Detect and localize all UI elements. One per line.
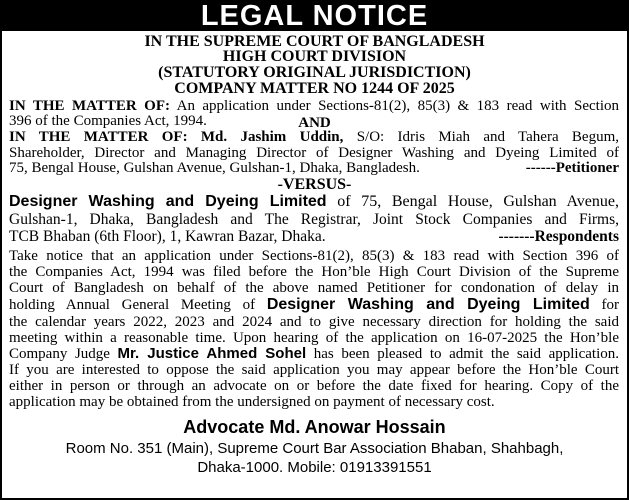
respondent-text-3: TCB Bhaban (6th Floor), 1, Kawran Bazar, Dhaka.: [9, 228, 326, 245]
judge-name: Mr. Justice Ahmed Sohel: [117, 346, 307, 362]
matter-two-text-2: Shareholder, Director and Managing Director of Designer Washing and Dyeing Limited of: [9, 145, 619, 161]
court-jurisdiction: (STATUTORY ORIGINAL JURISDICTION): [158, 64, 471, 81]
notice-line-7-start: Company Judge: [9, 346, 118, 362]
respondent-name: Designer Washing and Dyeing Limited: [9, 193, 327, 210]
matter-two-text-3: 75, Bengal House, Gulshan Avenue, Gulshan-1, Dhaka, Bangladesh.: [9, 160, 420, 176]
matter-two-line-1: [9, 129, 619, 145]
matter-two-text-1: S/O: Idris Miah and Tahera Begum,: [343, 129, 619, 145]
matter-one-text-1: An application under Sections-81(2), 85(3) & 183 read with Section: [169, 98, 619, 114]
notice-line-10: application may be obtained from the undersigned on payment of necessary cost.: [9, 394, 495, 410]
court-division: HIGH COURT DIVISION: [222, 48, 407, 65]
matter-one-line-1: [9, 98, 619, 114]
notice-line-4-start: holding Annual General Meeting of: [9, 297, 267, 313]
respondents-role: -------Respondents: [498, 228, 619, 245]
respondent-text-2: Gulshan-1, Dhaka, Bangladesh and The Registrar, Joint Stock Companies and Firms,: [9, 212, 619, 228]
notice-line-4-end: for: [589, 297, 619, 313]
advocate-name: Advocate Md. Anowar Hossain: [183, 417, 446, 437]
advocate-address-line-1: Room No. 351 (Main), Supreme Court Bar Association Bhaban, Shahbagh,: [65, 440, 564, 457]
notice-line-3: Court of Bangladesh on behalf of the above named Petitioner for condonation of delay in: [9, 280, 619, 296]
versus-separator: -VERSUS-: [277, 176, 352, 193]
notice-line-6: meeting within a reasonable time. Upon hearing of the application on 16-07-2025 the Hon’ble: [9, 330, 619, 346]
respondent-line-1: [9, 193, 619, 211]
matter-one-text-2: 396 of the Companies Act, 1994.: [9, 113, 207, 129]
matter-two-lead: IN THE MATTER OF: Md. Jashim Uddin,: [9, 129, 344, 145]
court-name: IN THE SUPREME COURT OF BANGLADESH: [144, 33, 485, 50]
advocate-address-line-2: Dhaka-1000. Mobile: 01913391551: [197, 459, 432, 476]
company-name-bold: Designer Washing and Dyeing Limited: [266, 296, 590, 313]
notice-line-9: either in person or through an advocate on or before the date fixed for hearing. Copy of the: [9, 378, 619, 394]
notice-line-4: [9, 296, 619, 314]
respondent-text-1: of 75, Bengal House, Gulshan Avenue,: [326, 193, 619, 210]
notice-line-1: Take notice that an application under Sections-81(2), 85(3) & 183 read with Section 396 of: [9, 248, 619, 264]
notice-line-5: the calendar years 2022, 2023 and 2024 and to give necessary direction for holding the said: [9, 314, 619, 330]
matter-one-lead: IN THE MATTER OF:: [9, 98, 170, 114]
matter-two-line-3: [9, 160, 619, 176]
notice-line-7: [9, 346, 619, 362]
case-number: COMPANY MATTER NO 1244 OF 2025: [174, 80, 455, 97]
notice-line-8: If you are interested to oppose the said application you may appear before the Hon’ble Court: [9, 362, 619, 378]
respondent-line-3: [9, 229, 619, 245]
notice-line-7-end: has been pleased to admit the said application.: [306, 346, 619, 362]
and-separator: AND: [298, 115, 331, 131]
petitioner-role: ------Petitioner: [525, 160, 619, 176]
notice-banner: LEGAL NOTICE: [2, 2, 627, 31]
notice-line-2: the Companies Act, 1994 was filed before the Hon’ble High Court Division of the Supreme: [9, 264, 619, 280]
